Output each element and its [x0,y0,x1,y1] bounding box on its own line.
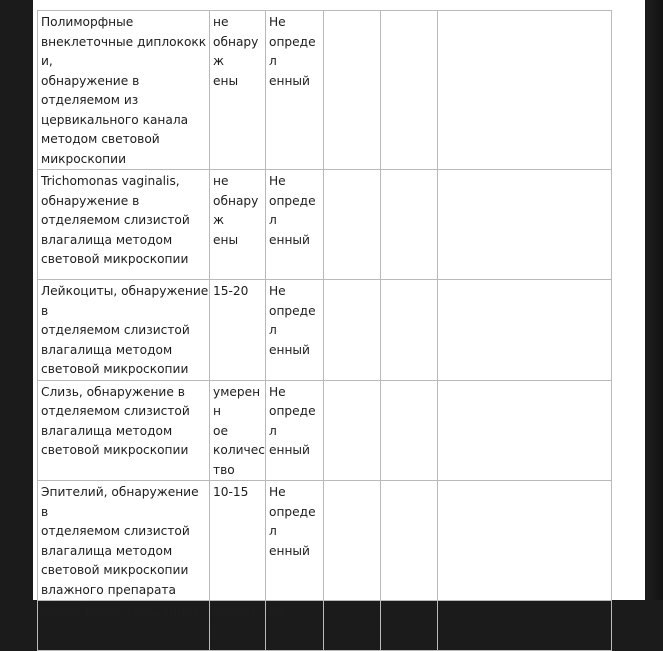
empty-cell [381,170,438,280]
empty-cell [381,380,438,481]
result-cell: умеренн ое количес тво [210,380,266,481]
lab-results-table [37,10,612,651]
empty-cell [381,11,438,170]
empty-cell [324,380,381,481]
reference-cell: Не определ енный [266,11,324,170]
empty-cell [438,481,612,601]
reference-cell: Не определ енный [266,280,324,381]
empty-cell [438,601,612,651]
test-name-cell: Trichomonas vaginalis, обнаружение в отделяемом слизистой влагалища методом световой микроскопии [38,170,210,280]
test-name-cell: Эпителий, обнаружение в отделяемом слизистой влагалища методом световой микроскопии влажного препарата [38,481,210,601]
empty-cell [324,11,381,170]
page-edge-shadow [651,0,663,600]
table-row [38,280,612,381]
table-row [38,11,612,170]
result-cell: палочко [210,601,266,651]
table-row [38,481,612,601]
reference-cell: Не определ енный [266,481,324,601]
empty-cell [381,601,438,651]
result-cell: не обнаруж ены [210,11,266,170]
empty-cell [438,11,612,170]
table-row [38,380,612,481]
result-cell: не обнаруж ены [210,170,266,280]
test-name-cell: Слизь, обнаружение в отделяемом слизистой влагалища методом световой микроскопии [38,380,210,481]
result-cell: 10-15 [210,481,266,601]
empty-cell [438,280,612,381]
empty-cell [324,170,381,280]
test-name-cell: Микрофлора смешанная, [38,601,210,651]
empty-cell [438,380,612,481]
empty-cell [438,170,612,280]
reference-cell: Не определ енный [266,170,324,280]
reference-cell: Не [266,601,324,651]
empty-cell [324,601,381,651]
document-page [33,0,645,639]
reference-cell: Не определ енный [266,380,324,481]
empty-cell [381,280,438,381]
empty-cell [324,481,381,601]
table-row [38,170,612,280]
test-name-cell: Лейкоциты, обнаружение в отделяемом слизистой влагалища методом световой микроскопии [38,280,210,381]
table-row [38,601,612,651]
empty-cell [381,481,438,601]
empty-cell [324,280,381,381]
test-name-cell: Полиморфные внеклеточные диплококки, обнаружение в отделяемом из цервикального канала методом световой микроскопии [38,11,210,170]
result-cell: 15-20 [210,280,266,381]
